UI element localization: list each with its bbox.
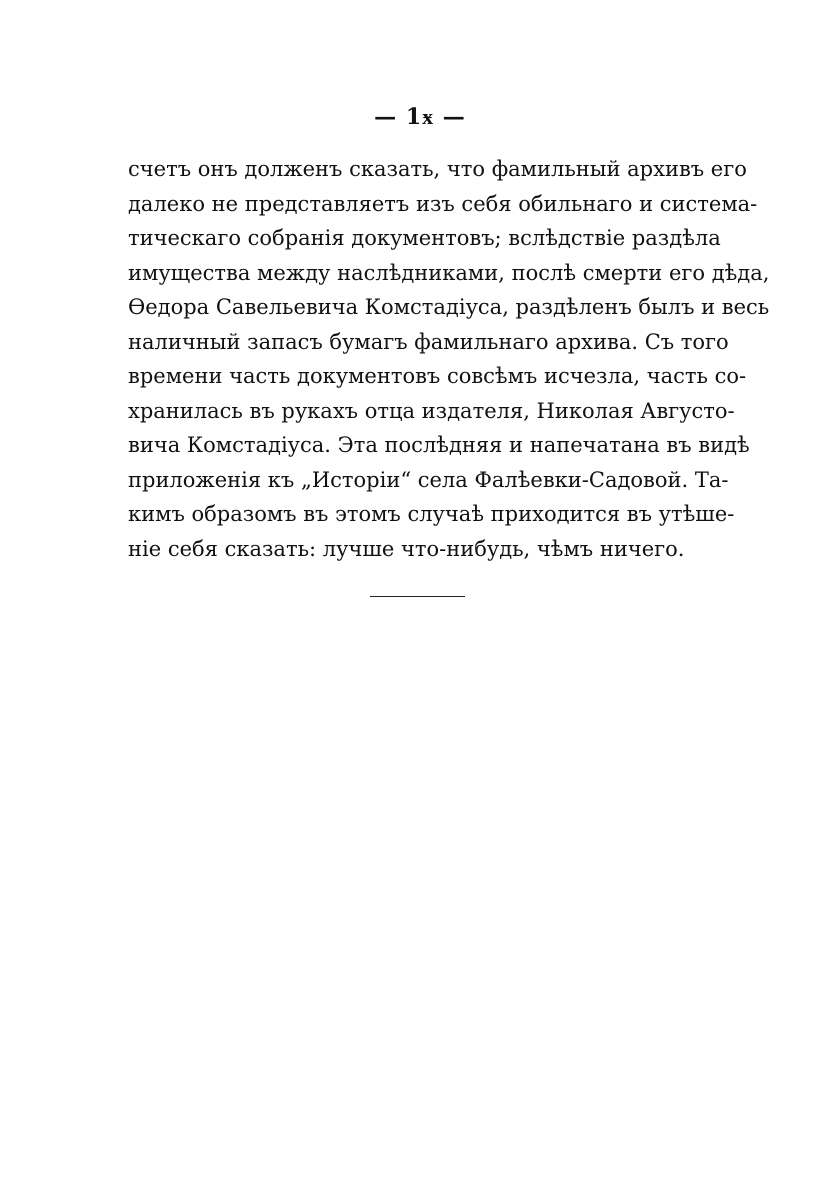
text-line: наличный запасъ бумагъ фамильнаго архива. Съ того xyxy=(128,329,729,354)
text-line: тическаго собранія документовъ; вслѣдствіе раздѣла xyxy=(128,226,721,250)
text-line: ніе себя сказать: лучше что-нибудь, чѣмъ ничего. xyxy=(128,536,685,561)
text-line: вича Комстадіуса. Эта послѣдняя и напечатана въ видѣ xyxy=(128,433,750,457)
text-line: далеко не представляетъ изъ себя обильнаго и система- xyxy=(128,191,758,216)
body-text xyxy=(128,152,770,566)
section-end-rule xyxy=(370,596,465,597)
text-line: кимъ образомъ въ этомъ случаѣ приходится въ утѣше- xyxy=(128,502,735,526)
page-number: — 1ӿ — xyxy=(374,104,466,130)
text-line: времени часть документовъ совсѣмъ исчезла, часть со- xyxy=(128,364,747,388)
text-line: имущества между наслѣдниками, послѣ смерти его дѣда, xyxy=(128,260,770,285)
text-line: хранилась въ рукахъ отца издателя, Николая Августо- xyxy=(128,398,735,423)
text-line: счетъ онъ долженъ сказать, что фамильный архивъ его xyxy=(128,157,747,181)
text-line: Ѳедора Савельевича Комстадіуса, раздѣленъ былъ и весь xyxy=(128,295,770,319)
text-line: приложенія къ „Исторіи“ села Фалѣевки-Садовой. Та- xyxy=(128,467,729,492)
